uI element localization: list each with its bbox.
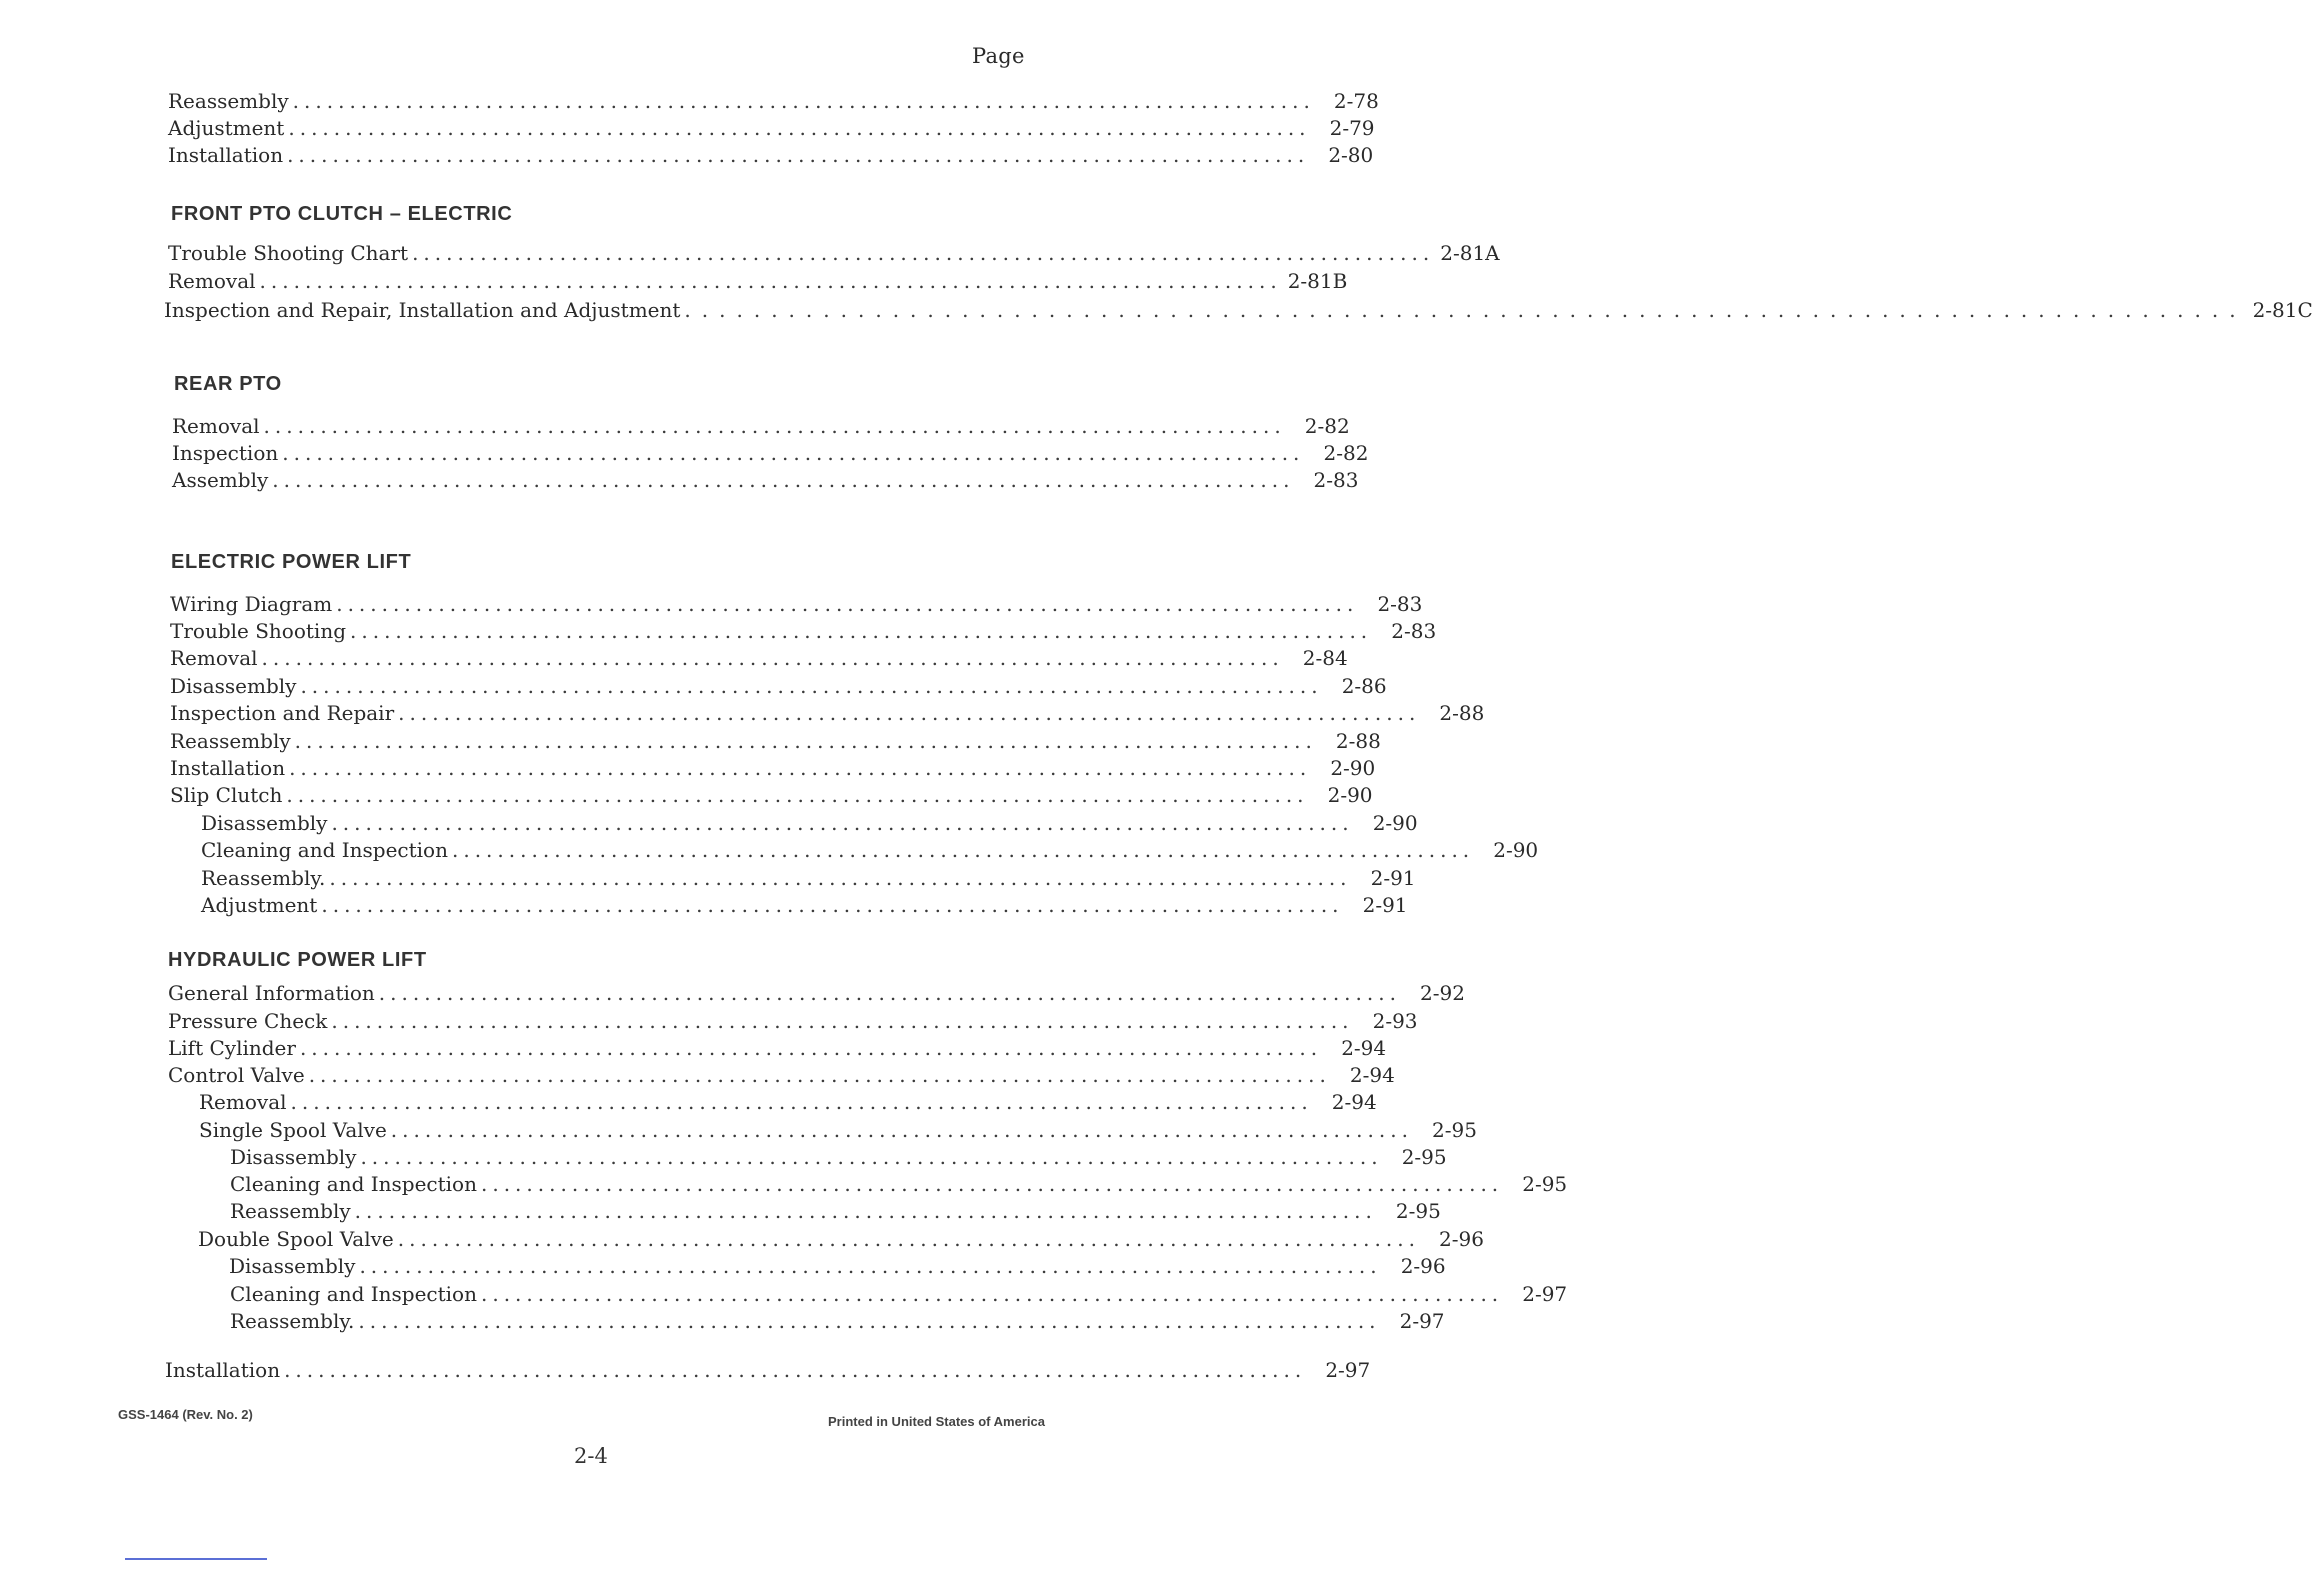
- toc-entry-title: Installation: [165, 1358, 281, 1382]
- dot-leader: ..........................................................................................: [329, 866, 1352, 890]
- toc-entry-title: Disassembly: [201, 811, 328, 835]
- dot-leader: ..........................................................................................: [378, 981, 1401, 1005]
- dot-leader: ..........................................................................................: [308, 1063, 1331, 1087]
- toc-entry-title: Removal: [199, 1090, 287, 1114]
- toc-entry-title: Reassembly.: [230, 1309, 355, 1333]
- toc-entry[interactable]: [230, 1282, 1568, 1306]
- toc-entry-page: 2-96: [1400, 1254, 1446, 1278]
- toc-entry-page: 2-81C: [2252, 298, 2313, 322]
- toc-entry-title: Cleaning and Inspection: [230, 1282, 477, 1306]
- toc-entry-page: 2-95: [1401, 1145, 1447, 1169]
- toc-entry[interactable]: [168, 981, 1465, 1005]
- toc-entry-page: 2-94: [1331, 1090, 1377, 1114]
- toc-entry-title: Disassembly: [230, 1145, 357, 1169]
- toc-entry-page: 2-95: [1395, 1199, 1441, 1223]
- toc-entry-page: 2-90: [1330, 756, 1376, 780]
- toc-entry-title: Cleaning and Inspection: [201, 838, 448, 862]
- page-column-label: Page: [972, 44, 1025, 68]
- toc-entry-page: 2-97: [1522, 1282, 1568, 1306]
- dot-leader: ..........................................................................................: [336, 592, 1359, 616]
- toc-entry-page: 2-88: [1439, 701, 1485, 725]
- dot-leader: ..........................................................................................: [390, 1118, 1413, 1142]
- toc-entry[interactable]: [164, 298, 2313, 322]
- toc-entry[interactable]: [230, 1145, 1447, 1169]
- toc-entry-title: Installation: [170, 756, 286, 780]
- dot-leader: ..........................................................................................: [263, 414, 1286, 438]
- toc-entry-title: Assembly: [172, 468, 269, 492]
- toc-entry-page: 2-95: [1432, 1118, 1477, 1142]
- toc-entry[interactable]: [168, 116, 1375, 140]
- toc-entry-page: 2-90: [1372, 811, 1418, 835]
- toc-entry-title: Wiring Diagram: [170, 592, 333, 616]
- toc-entry[interactable]: [168, 269, 1348, 293]
- toc-entry-title: Trouble Shooting Chart: [168, 241, 409, 265]
- toc-entry-page: 2-94: [1341, 1036, 1387, 1060]
- toc-entry-page: 2-83: [1377, 592, 1423, 616]
- dot-leader: ..........................................................................................: [287, 143, 1310, 167]
- toc-entry-page: 2-93: [1372, 1009, 1418, 1033]
- dot-leader: ..........................................................................................: [480, 1282, 1504, 1306]
- toc-entry-page: 2-82: [1323, 441, 1369, 465]
- toc-entry-page: 2-92: [1420, 981, 1465, 1005]
- toc-entry-title: Inspection and Repair: [170, 701, 395, 725]
- toc-entry-title: Reassembly: [170, 729, 291, 753]
- toc-entry[interactable]: [230, 1309, 1445, 1333]
- toc-entry-page: 2-91: [1370, 866, 1416, 890]
- dot-leader: ..........................................................................................: [261, 646, 1284, 670]
- toc-entry-title: Double Spool Valve: [198, 1227, 394, 1251]
- toc-entry-title: Disassembly: [229, 1254, 356, 1278]
- toc-entry-title: Inspection: [172, 441, 279, 465]
- dot-leader: ..........................................................................................: [397, 1227, 1420, 1251]
- toc-entry[interactable]: [172, 441, 1369, 465]
- dot-leader: ..........................................................................................: [412, 241, 1435, 265]
- toc-entry-title: Disassembly: [170, 674, 297, 698]
- toc-entry-title: Reassembly.: [201, 866, 326, 890]
- dot-leader: ..........................................................................................: [321, 893, 1344, 917]
- toc-entry[interactable]: [168, 143, 1374, 167]
- dot-leader: ..........................................................................................: [282, 441, 1305, 465]
- toc-entry-title: Lift Cylinder: [168, 1036, 296, 1060]
- toc-entry-title: Removal: [168, 269, 256, 293]
- toc-entry-page: 2-88: [1335, 729, 1381, 753]
- dot-leader: ..........................................................................................: [288, 116, 1311, 140]
- toc-entry[interactable]: [172, 468, 1359, 492]
- dot-leader: ..........................................................................................: [350, 619, 1373, 643]
- toc-entry-title: General Information: [168, 981, 375, 1005]
- dot-leader: ..........................................................................................: [294, 729, 1317, 753]
- toc-entry-page: 2-81B: [1287, 269, 1348, 293]
- toc-entry-title: Trouble Shooting: [170, 619, 346, 643]
- toc-entry[interactable]: [229, 1254, 1446, 1278]
- toc-entry-page: 2-97: [1399, 1309, 1445, 1333]
- toc-entry-page: 2-79: [1329, 116, 1375, 140]
- bottom-rule: [125, 1558, 267, 1560]
- dot-leader: ..........................................................................................: [360, 1145, 1383, 1169]
- dot-leader: ..........................................................................................: [354, 1199, 1377, 1223]
- toc-entry-title: Removal: [172, 414, 260, 438]
- toc-entry[interactable]: [199, 1118, 1477, 1142]
- toc-entry[interactable]: [168, 89, 1379, 113]
- toc-entry-page: 2-82: [1304, 414, 1350, 438]
- dot-leader: ..........................................................................................: [331, 811, 1354, 835]
- toc-entry[interactable]: [170, 619, 1437, 643]
- toc-entry-page: 2-83: [1313, 468, 1359, 492]
- toc-entry[interactable]: [230, 1172, 1568, 1196]
- page-number: 2-4: [574, 1444, 608, 1468]
- dot-leader: ..........................................................................................: [300, 674, 1323, 698]
- toc-entry[interactable]: [170, 756, 1376, 780]
- dot-leader: ..........................................................................................: [299, 1036, 1323, 1060]
- section-heading-front-pto-clutch: FRONT PTO CLUTCH – ELECTRIC: [171, 203, 513, 225]
- toc-entry[interactable]: [170, 674, 1387, 698]
- toc-entry-title: Removal: [170, 646, 258, 670]
- toc-entry-page: 2-78: [1333, 89, 1379, 113]
- toc-entry[interactable]: [170, 592, 1423, 616]
- toc-entry-page: 2-94: [1349, 1063, 1395, 1087]
- toc-entry[interactable]: [201, 811, 1418, 835]
- toc-entry-page: 2-90: [1493, 838, 1539, 862]
- dot-leader: ..........................................................................................: [284, 1358, 1307, 1382]
- toc-entry-page: 2-96: [1439, 1227, 1484, 1251]
- dot-leader: ..........................................................................................: [292, 89, 1315, 113]
- toc-entry-title: Control Valve: [168, 1063, 305, 1087]
- toc-entry-title: Adjustment: [168, 116, 285, 140]
- dot-leader: ..........................................................................................: [359, 1254, 1382, 1278]
- dot-leader: ..........................................................................................: [684, 298, 2247, 322]
- toc-entry-page: 2-95: [1522, 1172, 1568, 1196]
- toc-entry-page: 2-84: [1302, 646, 1348, 670]
- toc-entry[interactable]: [170, 729, 1381, 753]
- toc-entry-page: 2-81A: [1440, 241, 1500, 265]
- dot-leader: ..........................................................................................: [451, 838, 1475, 862]
- dot-leader: ..........................................................................................: [331, 1009, 1354, 1033]
- toc-entry[interactable]: [170, 783, 1373, 807]
- toc-entry-page: 2-80: [1328, 143, 1374, 167]
- toc-entry[interactable]: [201, 893, 1408, 917]
- toc-entry[interactable]: [198, 1227, 1484, 1251]
- toc-entry[interactable]: [165, 1358, 1371, 1382]
- toc-entry[interactable]: [168, 241, 1500, 265]
- toc-entry[interactable]: [201, 866, 1416, 890]
- toc-entry-page: 2-97: [1325, 1358, 1371, 1382]
- dot-leader: ..........................................................................................: [290, 1090, 1313, 1114]
- toc-entry[interactable]: [199, 1090, 1377, 1114]
- section-heading-rear-pto: REAR PTO: [174, 373, 282, 395]
- toc-entry[interactable]: [168, 1063, 1395, 1087]
- toc-entry-title: Slip Clutch: [170, 783, 283, 807]
- toc-entry-title: Installation: [168, 143, 284, 167]
- section-heading-hydraulic-power-lift: HYDRAULIC POWER LIFT: [168, 949, 427, 971]
- toc-entry-title: Inspection and Repair, Installation and Adjustment: [164, 298, 681, 322]
- toc-entry[interactable]: [172, 414, 1350, 438]
- toc-entry[interactable]: [230, 1199, 1441, 1223]
- toc-entry-page: 2-90: [1327, 783, 1373, 807]
- document-id: GSS-1464 (Rev. No. 2): [118, 1407, 253, 1422]
- dot-leader: ..........................................................................................: [272, 468, 1295, 492]
- toc-entry-page: 2-91: [1362, 893, 1408, 917]
- dot-leader: ..........................................................................................: [398, 701, 1421, 725]
- toc-entry[interactable]: [170, 701, 1485, 725]
- toc-entry[interactable]: [201, 838, 1539, 862]
- toc-entry[interactable]: [168, 1036, 1387, 1060]
- dot-leader: ..........................................................................................: [286, 783, 1309, 807]
- toc-entry-title: Reassembly: [230, 1199, 351, 1223]
- toc-entry-title: Single Spool Valve: [199, 1118, 387, 1142]
- dot-leader: ..........................................................................................: [480, 1172, 1504, 1196]
- dot-leader: ..........................................................................................: [289, 756, 1312, 780]
- dot-leader: ..........................................................................................: [259, 269, 1282, 293]
- toc-entry[interactable]: [170, 646, 1348, 670]
- dot-leader: ..........................................................................................: [358, 1309, 1381, 1333]
- toc-entry-title: Cleaning and Inspection: [230, 1172, 477, 1196]
- toc-entry-title: Reassembly: [168, 89, 289, 113]
- toc-entry-title: Adjustment: [201, 893, 318, 917]
- toc-entry[interactable]: [168, 1009, 1418, 1033]
- toc-entry-page: 2-86: [1341, 674, 1387, 698]
- printed-notice: Printed in United States of America: [828, 1414, 1045, 1429]
- toc-entry-title: Pressure Check: [168, 1009, 328, 1033]
- toc-entry-page: 2-83: [1391, 619, 1437, 643]
- section-heading-electric-power-lift: ELECTRIC POWER LIFT: [171, 551, 412, 573]
